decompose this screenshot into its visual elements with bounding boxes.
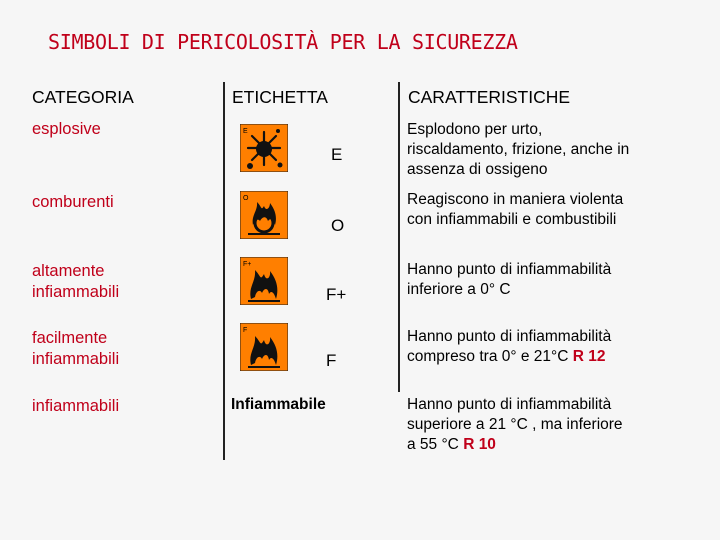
label-letter-f: F: [326, 351, 337, 370]
characteristics-esplosive: Esplodono per urto, riscaldamento, frizione, anche in assenza di ossigeno: [407, 121, 630, 178]
flame-over-circle-icon: [240, 191, 288, 239]
r-code-badge: R 10: [463, 436, 496, 453]
characteristics-facilmente-infiammabili: Hanno punto di infiammabilità compreso tra 0° e 21°C R 12: [407, 328, 612, 365]
explosion-icon: [240, 124, 288, 172]
svg-text:F+: F+: [243, 261, 252, 268]
category-esplosive: esplosive: [32, 120, 101, 138]
r-code-badge: R 12: [572, 348, 606, 365]
column-divider-right: [398, 82, 400, 392]
svg-text:E: E: [243, 128, 248, 135]
svg-text:F: F: [243, 327, 248, 334]
characteristics-altamente-infiammabili: Hanno punto di infiammabilità inferiore a 0° C: [407, 261, 612, 298]
label-letter-f-plus: F+: [326, 285, 347, 304]
category-infiammabili: infiammabili: [32, 397, 120, 415]
label-infiammabile: Infiammabile: [231, 396, 326, 413]
column-divider-left: [223, 82, 225, 460]
header-caratteristiche: CARATTERISTICHE: [408, 87, 571, 107]
svg-text:O: O: [243, 195, 249, 202]
header-categoria: CATEGORIA: [32, 87, 134, 107]
label-letter-e: E: [331, 145, 343, 164]
flame-icon: [240, 323, 288, 371]
header-etichetta: ETICHETTA: [232, 87, 328, 107]
page-title: SIMBOLI DI PERICOLOSITÀ PER LA SICUREZZA: [48, 30, 518, 54]
characteristics-comburenti: Reagiscono in maniera violenta con infiammabili e combustibili: [407, 191, 624, 228]
category-comburenti: comburenti: [32, 193, 114, 211]
characteristics-infiammabili: Hanno punto di infiammabilità superiore a 21 °C , ma inferiore a 55 °C R 10: [407, 396, 623, 453]
label-letter-o: O: [331, 216, 345, 235]
flame-icon: [240, 257, 288, 305]
category-facilmente-infiammabili: facilmente infiammabili: [32, 329, 120, 368]
category-altamente-infiammabili: altamente infiammabili: [32, 262, 120, 301]
